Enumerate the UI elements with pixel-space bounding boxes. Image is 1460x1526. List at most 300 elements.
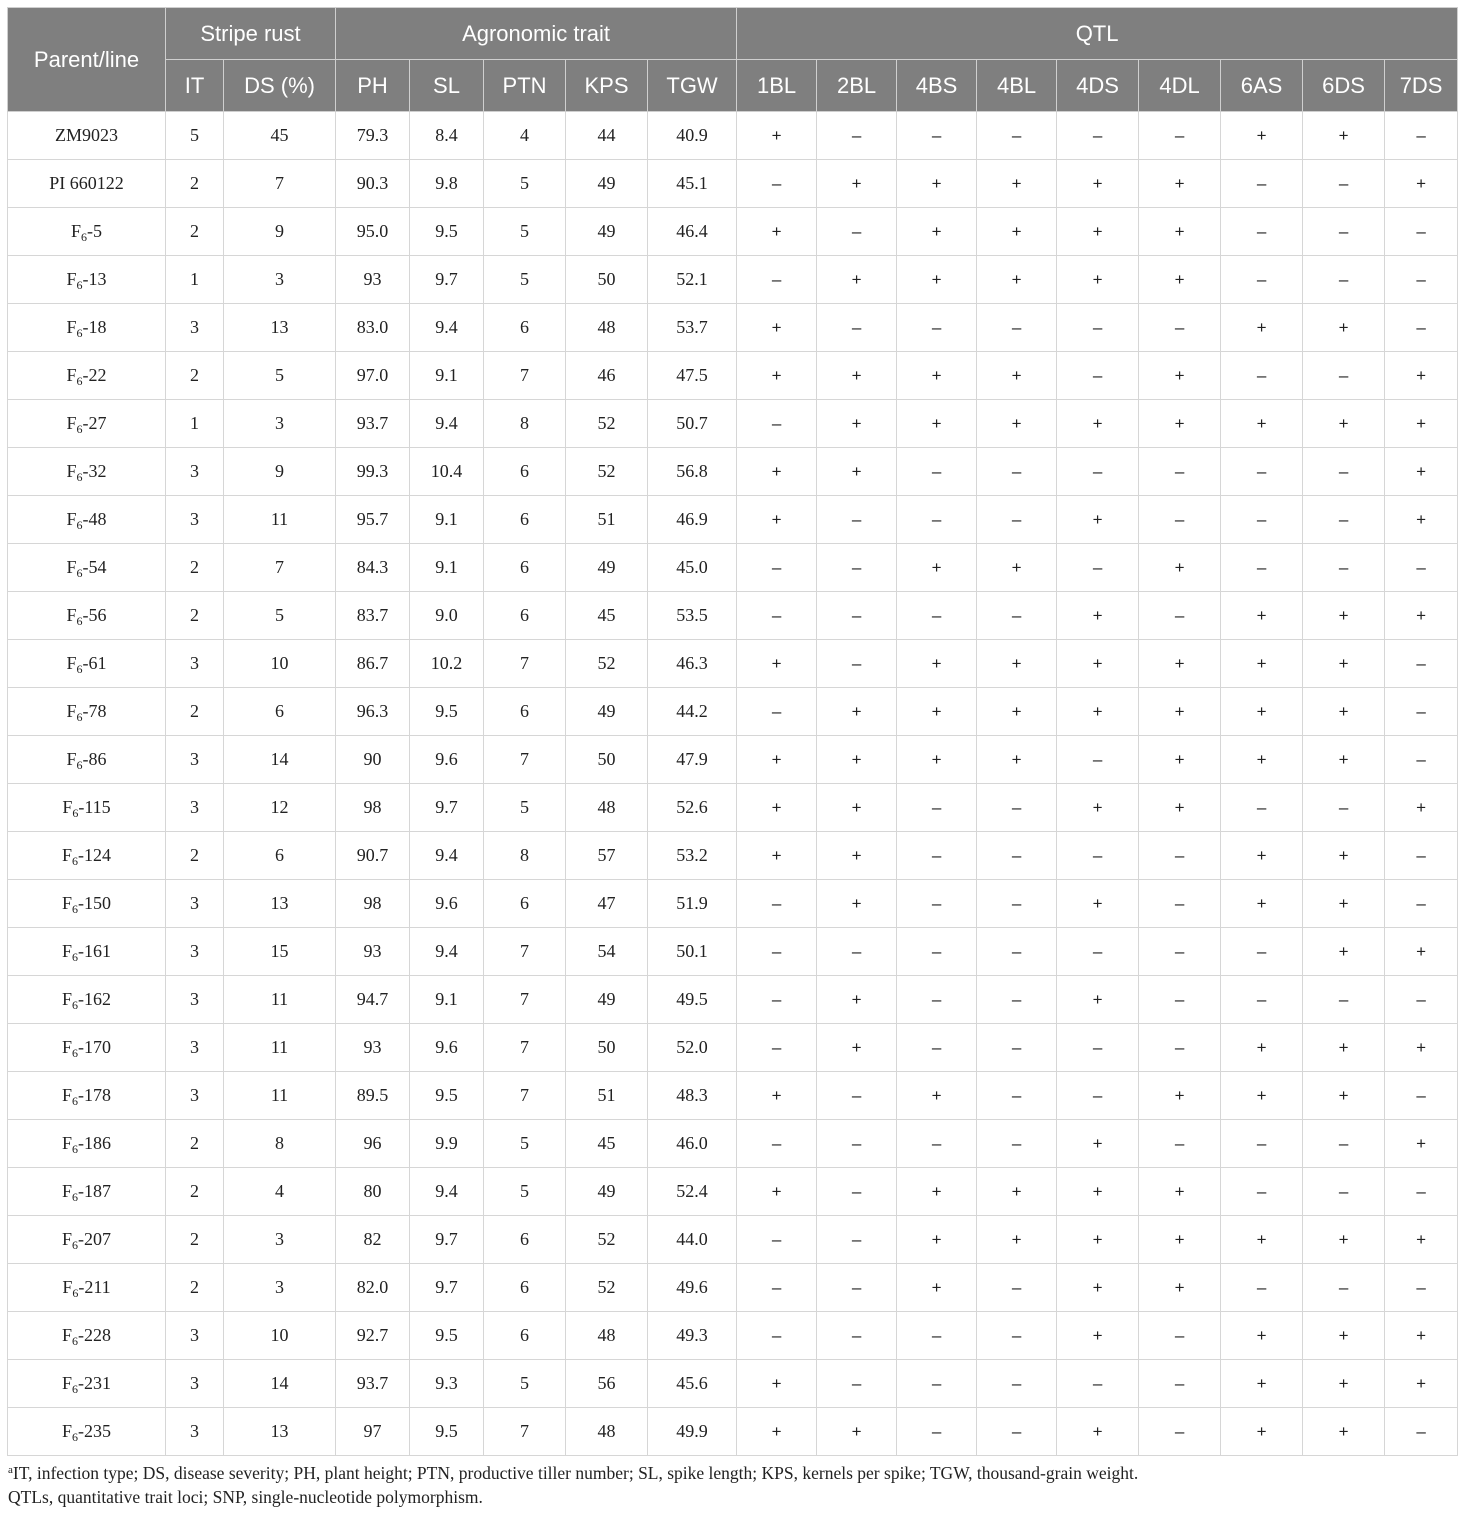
cell-ph: 82 (336, 1216, 410, 1264)
line-name-generation: 6 (72, 902, 78, 916)
cell-qtl: + (977, 352, 1057, 400)
cell-qtl: – (1057, 736, 1139, 784)
line-name-generation: 6 (76, 614, 83, 628)
cell-qtl: – (1303, 256, 1385, 304)
line-name-prefix: F (61, 1421, 72, 1441)
cell-qtl: – (817, 1168, 897, 1216)
line-name-prefix: F (66, 749, 77, 769)
cell-ptn: 5 (484, 208, 566, 256)
cell-qtl: + (897, 688, 977, 736)
cell-ds: 3 (224, 400, 336, 448)
cell-qtl: + (897, 160, 977, 208)
cell-qtl: + (1057, 496, 1139, 544)
cell-kps: 56 (566, 1360, 648, 1408)
cell-sl: 9.1 (410, 496, 484, 544)
line-name-cell (8, 640, 166, 688)
cell-tgw: 49.6 (648, 1264, 737, 1312)
line-name-generation: 6 (72, 1238, 78, 1252)
table-row (8, 688, 1458, 736)
cell-qtl: + (817, 688, 897, 736)
cell-ptn: 6 (484, 496, 566, 544)
cell-ptn: 7 (484, 928, 566, 976)
cell-tgw: 46.4 (648, 208, 737, 256)
cell-ds: 6 (224, 688, 336, 736)
cell-kps: 46 (566, 352, 648, 400)
cell-qtl: + (817, 400, 897, 448)
cell-qtl: – (1385, 976, 1458, 1024)
cell-qtl: + (897, 400, 977, 448)
column-header: 4DS (1057, 60, 1139, 112)
cell-sl: 9.5 (410, 208, 484, 256)
cell-qtl: + (977, 208, 1057, 256)
cell-sl: 9.7 (410, 784, 484, 832)
cell-qtl: – (1303, 976, 1385, 1024)
cell-qtl: + (817, 976, 897, 1024)
cell-kps: 52 (566, 1216, 648, 1264)
cell-qtl: – (1385, 880, 1458, 928)
column-header: SL (410, 60, 484, 112)
cell-it: 3 (166, 304, 224, 352)
cell-ph: 93 (336, 256, 410, 304)
cell-qtl: – (1221, 1168, 1303, 1216)
cell-sl: 9.5 (410, 1312, 484, 1360)
table-row (8, 496, 1458, 544)
cell-ph: 98 (336, 784, 410, 832)
cell-it: 2 (166, 1216, 224, 1264)
line-name-generation: 6 (72, 1046, 78, 1060)
cell-qtl: – (897, 1024, 977, 1072)
cell-it: 3 (166, 1024, 224, 1072)
cell-sl: 9.6 (410, 880, 484, 928)
line-name-prefix: F (61, 1181, 72, 1201)
line-name-number: -150 (78, 893, 111, 913)
line-name-prefix: F (70, 221, 81, 241)
cell-ph: 84.3 (336, 544, 410, 592)
cell-qtl: – (1385, 1168, 1458, 1216)
line-name-prefix: F (61, 989, 72, 1009)
cell-kps: 49 (566, 688, 648, 736)
header-row-groups (8, 8, 1458, 60)
table-row (8, 1264, 1458, 1312)
table-row (8, 304, 1458, 352)
line-name-number: -231 (78, 1373, 111, 1393)
line-name-number: -18 (82, 317, 107, 337)
table-row (8, 928, 1458, 976)
cell-qtl: + (1385, 496, 1458, 544)
cell-qtl: + (1221, 1072, 1303, 1120)
cell-sl: 9.4 (410, 1168, 484, 1216)
cell-qtl: – (737, 400, 817, 448)
cell-qtl: – (1057, 304, 1139, 352)
cell-ph: 80 (336, 1168, 410, 1216)
cell-ph: 97 (336, 1408, 410, 1456)
line-name-prefix: F (61, 941, 72, 961)
table-row (8, 1168, 1458, 1216)
cell-kps: 49 (566, 976, 648, 1024)
cell-qtl: – (1139, 592, 1221, 640)
cell-ph: 95.7 (336, 496, 410, 544)
cell-qtl: + (1385, 1120, 1458, 1168)
cell-qtl: – (897, 592, 977, 640)
cell-qtl: + (737, 1408, 817, 1456)
cell-ph: 93 (336, 928, 410, 976)
cell-qtl: – (977, 496, 1057, 544)
cell-ds: 10 (224, 1312, 336, 1360)
cell-qtl: – (737, 256, 817, 304)
cell-qtl: + (1303, 1360, 1385, 1408)
line-name-number: -78 (82, 701, 107, 721)
cell-kps: 50 (566, 1024, 648, 1072)
line-name-number: -228 (78, 1325, 111, 1345)
cell-ptn: 7 (484, 352, 566, 400)
cell-qtl: + (977, 1168, 1057, 1216)
cell-ptn: 6 (484, 544, 566, 592)
cell-qtl: + (1303, 304, 1385, 352)
cell-qtl: – (817, 1312, 897, 1360)
column-header: 7DS (1385, 60, 1458, 112)
cell-qtl: – (897, 1360, 977, 1408)
cell-ptn: 6 (484, 304, 566, 352)
cell-qtl: + (977, 640, 1057, 688)
line-name-number: -178 (78, 1085, 111, 1105)
cell-tgw: 44.2 (648, 688, 737, 736)
line-name-generation: 6 (76, 518, 83, 532)
cell-ptn: 5 (484, 160, 566, 208)
cell-qtl: – (817, 1216, 897, 1264)
cell-qtl: + (1057, 688, 1139, 736)
cell-qtl: + (977, 160, 1057, 208)
column-header: 6AS (1221, 60, 1303, 112)
line-name-number: -161 (78, 941, 111, 961)
line-name-generation: 6 (76, 374, 83, 388)
line-name-number: -48 (82, 509, 107, 529)
cell-qtl: + (897, 736, 977, 784)
cell-tgw: 40.9 (648, 112, 737, 160)
cell-qtl: + (977, 400, 1057, 448)
cell-it: 3 (166, 1312, 224, 1360)
table-row (8, 160, 1458, 208)
line-name-prefix: F (61, 1037, 72, 1057)
cell-tgw: 44.0 (648, 1216, 737, 1264)
cell-qtl: + (1221, 640, 1303, 688)
cell-qtl: – (1303, 1168, 1385, 1216)
cell-ds: 11 (224, 1072, 336, 1120)
cell-qtl: – (1221, 496, 1303, 544)
column-header: 6DS (1303, 60, 1385, 112)
cell-ph: 83.7 (336, 592, 410, 640)
cell-qtl: – (737, 1264, 817, 1312)
cell-ptn: 4 (484, 112, 566, 160)
table-row (8, 784, 1458, 832)
line-name-generation: 6 (76, 758, 83, 772)
line-name-prefix: F (61, 1133, 72, 1153)
cell-qtl: – (1139, 1408, 1221, 1456)
cell-qtl: – (1303, 160, 1385, 208)
cell-ptn: 8 (484, 400, 566, 448)
cell-qtl: + (1303, 736, 1385, 784)
cell-qtl: + (1385, 928, 1458, 976)
cell-qtl: + (1303, 688, 1385, 736)
cell-ptn: 6 (484, 592, 566, 640)
cell-qtl: + (817, 1408, 897, 1456)
cell-ph: 98 (336, 880, 410, 928)
line-name-generation: 6 (72, 1094, 78, 1108)
cell-it: 3 (166, 1072, 224, 1120)
cell-ptn: 5 (484, 256, 566, 304)
cell-qtl: + (1139, 544, 1221, 592)
header-agronomic-trait: Agronomic trait (336, 8, 737, 60)
line-name-generation: 6 (72, 1142, 78, 1156)
cell-it: 3 (166, 1360, 224, 1408)
cell-qtl: + (977, 736, 1057, 784)
line-name-generation: 6 (76, 566, 83, 580)
line-name-number: -56 (82, 605, 107, 625)
cell-qtl: – (977, 592, 1057, 640)
cell-qtl: + (1221, 592, 1303, 640)
cell-it: 2 (166, 1120, 224, 1168)
cell-qtl: + (737, 1360, 817, 1408)
cell-qtl: – (1385, 1264, 1458, 1312)
cell-qtl: + (1221, 1216, 1303, 1264)
line-name-cell (8, 1168, 166, 1216)
cell-ph: 93.7 (336, 400, 410, 448)
cell-ph: 86.7 (336, 640, 410, 688)
cell-qtl: – (737, 1216, 817, 1264)
line-name-generation: 6 (72, 854, 78, 868)
cell-ptn: 5 (484, 1360, 566, 1408)
cell-it: 3 (166, 1408, 224, 1456)
line-name-number: -124 (78, 845, 111, 865)
line-name-prefix: F (66, 653, 77, 673)
cell-qtl: + (1385, 400, 1458, 448)
cell-sl: 9.1 (410, 544, 484, 592)
cell-ds: 9 (224, 208, 336, 256)
cell-qtl: – (1057, 1024, 1139, 1072)
cell-qtl: + (817, 256, 897, 304)
cell-it: 5 (166, 112, 224, 160)
cell-ph: 95.0 (336, 208, 410, 256)
cell-qtl: + (1057, 1120, 1139, 1168)
cell-qtl: – (1139, 1360, 1221, 1408)
cell-qtl: – (977, 1408, 1057, 1456)
line-name-prefix: F (61, 1325, 72, 1345)
cell-qtl: – (817, 112, 897, 160)
footnote-line-2: QTLs, quantitative trait loci; SNP, single-nucleotide polymorphism. (8, 1487, 483, 1507)
cell-ds: 6 (224, 832, 336, 880)
table-row (8, 1312, 1458, 1360)
cell-tgw: 53.7 (648, 304, 737, 352)
cell-ptn: 6 (484, 1216, 566, 1264)
cell-qtl: + (737, 1072, 817, 1120)
cell-qtl: – (1057, 928, 1139, 976)
cell-qtl: + (1139, 688, 1221, 736)
cell-qtl: – (1221, 352, 1303, 400)
cell-ds: 11 (224, 496, 336, 544)
cell-it: 3 (166, 448, 224, 496)
cell-qtl: – (1221, 1120, 1303, 1168)
cell-qtl: – (1057, 448, 1139, 496)
line-name-generation: 6 (72, 1430, 78, 1444)
cell-qtl: – (1303, 208, 1385, 256)
cell-ph: 92.7 (336, 1312, 410, 1360)
line-name-cell (8, 304, 166, 352)
cell-ds: 15 (224, 928, 336, 976)
cell-qtl: – (1139, 1120, 1221, 1168)
cell-qtl: + (1139, 1072, 1221, 1120)
cell-tgw: 49.9 (648, 1408, 737, 1456)
cell-qtl: + (817, 160, 897, 208)
cell-ds: 3 (224, 256, 336, 304)
cell-qtl: – (897, 880, 977, 928)
cell-ph: 94.7 (336, 976, 410, 1024)
cell-qtl: – (737, 160, 817, 208)
cell-qtl: + (1057, 160, 1139, 208)
cell-qtl: + (817, 1024, 897, 1072)
line-name-cell (8, 1408, 166, 1456)
cell-tgw: 52.6 (648, 784, 737, 832)
cell-ds: 7 (224, 160, 336, 208)
cell-qtl: + (1057, 1216, 1139, 1264)
cell-qtl: – (897, 1408, 977, 1456)
line-name-generation: 6 (76, 278, 83, 292)
cell-qtl: – (737, 1312, 817, 1360)
cell-qtl: – (1139, 1024, 1221, 1072)
table-row (8, 880, 1458, 928)
line-name-generation: 6 (76, 422, 83, 436)
cell-ds: 3 (224, 1216, 336, 1264)
cell-qtl: + (817, 352, 897, 400)
cell-qtl: + (737, 640, 817, 688)
line-name-number: -54 (82, 557, 107, 577)
cell-qtl: + (1057, 1264, 1139, 1312)
cell-tgw: 51.9 (648, 880, 737, 928)
cell-qtl: + (1221, 1408, 1303, 1456)
cell-qtl: – (897, 928, 977, 976)
column-header: IT (166, 60, 224, 112)
cell-ds: 12 (224, 784, 336, 832)
line-name-prefix: F (66, 413, 77, 433)
line-name-number: -162 (78, 989, 111, 1009)
cell-qtl: – (1139, 976, 1221, 1024)
cell-ds: 14 (224, 1360, 336, 1408)
cell-sl: 9.5 (410, 688, 484, 736)
line-name-generation: 6 (72, 1286, 79, 1300)
column-header: 4BS (897, 60, 977, 112)
cell-ph: 89.5 (336, 1072, 410, 1120)
cell-qtl: + (1221, 736, 1303, 784)
cell-qtl: + (1221, 400, 1303, 448)
cell-ph: 90.3 (336, 160, 410, 208)
cell-qtl: + (1385, 1312, 1458, 1360)
cell-qtl: + (897, 256, 977, 304)
cell-it: 3 (166, 784, 224, 832)
cell-qtl: – (1221, 784, 1303, 832)
cell-qtl: + (737, 496, 817, 544)
cell-qtl: – (817, 544, 897, 592)
line-name-prefix: F (66, 557, 77, 577)
cell-it: 1 (166, 256, 224, 304)
cell-ph: 83.0 (336, 304, 410, 352)
line-name-generation: 6 (72, 1190, 78, 1204)
cell-tgw: 45.0 (648, 544, 737, 592)
cell-qtl: + (1139, 352, 1221, 400)
cell-ptn: 6 (484, 880, 566, 928)
cell-kps: 49 (566, 208, 648, 256)
cell-qtl: + (737, 832, 817, 880)
cell-qtl: – (1385, 688, 1458, 736)
line-name-cell (8, 1312, 166, 1360)
cell-it: 2 (166, 160, 224, 208)
cell-tgw: 46.3 (648, 640, 737, 688)
cell-qtl: – (1385, 832, 1458, 880)
cell-it: 2 (166, 1264, 224, 1312)
cell-ds: 11 (224, 1024, 336, 1072)
line-name-generation: 6 (72, 1382, 78, 1396)
cell-kps: 50 (566, 736, 648, 784)
cell-it: 2 (166, 352, 224, 400)
cell-qtl: – (1139, 880, 1221, 928)
line-name-cell (8, 400, 166, 448)
line-name-cell (8, 832, 166, 880)
cell-sl: 8.4 (410, 112, 484, 160)
cell-qtl: – (1385, 544, 1458, 592)
cell-qtl: – (1139, 304, 1221, 352)
cell-kps: 49 (566, 160, 648, 208)
cell-qtl: – (897, 832, 977, 880)
cell-kps: 48 (566, 784, 648, 832)
cell-qtl: – (1057, 352, 1139, 400)
column-header: PTN (484, 60, 566, 112)
cell-qtl: – (1221, 1264, 1303, 1312)
cell-ph: 90 (336, 736, 410, 784)
cell-qtl: – (977, 928, 1057, 976)
cell-qtl: + (1303, 1312, 1385, 1360)
cell-ds: 4 (224, 1168, 336, 1216)
column-header: 2BL (817, 60, 897, 112)
cell-kps: 49 (566, 544, 648, 592)
line-name-prefix: F (62, 1277, 73, 1297)
cell-qtl: + (1057, 880, 1139, 928)
table-row (8, 736, 1458, 784)
cell-qtl: + (977, 544, 1057, 592)
cell-tgw: 46.9 (648, 496, 737, 544)
line-name-cell (8, 928, 166, 976)
cell-qtl: + (1385, 784, 1458, 832)
cell-sl: 10.4 (410, 448, 484, 496)
cell-tgw: 56.8 (648, 448, 737, 496)
cell-tgw: 48.3 (648, 1072, 737, 1120)
cell-tgw: 47.9 (648, 736, 737, 784)
cell-qtl: – (977, 448, 1057, 496)
cell-qtl: – (737, 928, 817, 976)
cell-kps: 52 (566, 1264, 648, 1312)
cell-qtl: – (897, 448, 977, 496)
cell-tgw: 52.4 (648, 1168, 737, 1216)
cell-qtl: + (817, 880, 897, 928)
table-footnote (7, 1461, 1453, 1509)
cell-ph: 93.7 (336, 1360, 410, 1408)
cell-qtl: – (977, 1360, 1057, 1408)
cell-qtl: + (1057, 1168, 1139, 1216)
cell-qtl: + (1057, 640, 1139, 688)
cell-qtl: + (1057, 256, 1139, 304)
line-name-generation: 6 (81, 230, 87, 244)
line-name-cell (8, 1216, 166, 1264)
line-name-cell (8, 784, 166, 832)
line-name-cell (8, 880, 166, 928)
cell-it: 3 (166, 496, 224, 544)
table-body (8, 112, 1458, 1456)
